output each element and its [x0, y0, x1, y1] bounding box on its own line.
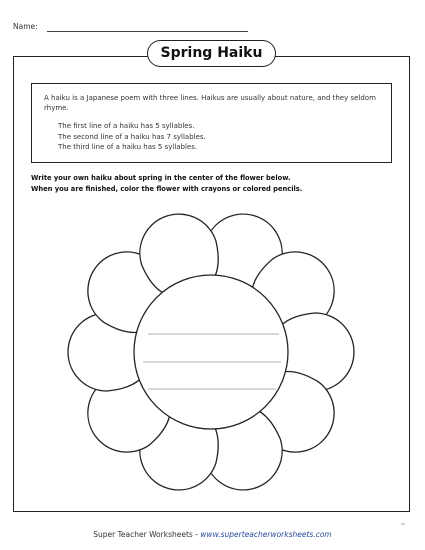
footer-site-link[interactable]: www.superteacherworksheets.com [200, 530, 332, 539]
flower-center[interactable] [134, 275, 288, 429]
footer-separator: - [192, 530, 201, 539]
instruction-line: Write your own haiku about spring in the center of the flower below. [31, 174, 291, 182]
instruction-line: When you are finished, color the flower with crayons or colored pencils. [31, 184, 303, 193]
syllable-rule: The second line of a haiku has 7 syllables. [58, 132, 206, 141]
syllable-rule: The third line of a haiku has 5 syllables. [58, 143, 198, 151]
name-label: Name: [13, 22, 38, 31]
footer [0, 530, 425, 539]
footer-brand: Super Teacher Worksheets [93, 530, 193, 539]
haiku-intro: A haiku is a Japanese poem with three lines. Haikus are usually about nature, and they seldom rhyme. [44, 94, 376, 112]
corner-mark: SK [401, 522, 405, 526]
syllable-rule: The first line of a haiku has 5 syllables. [58, 122, 195, 130]
worksheet-title: Spring Haiku [147, 40, 276, 67]
